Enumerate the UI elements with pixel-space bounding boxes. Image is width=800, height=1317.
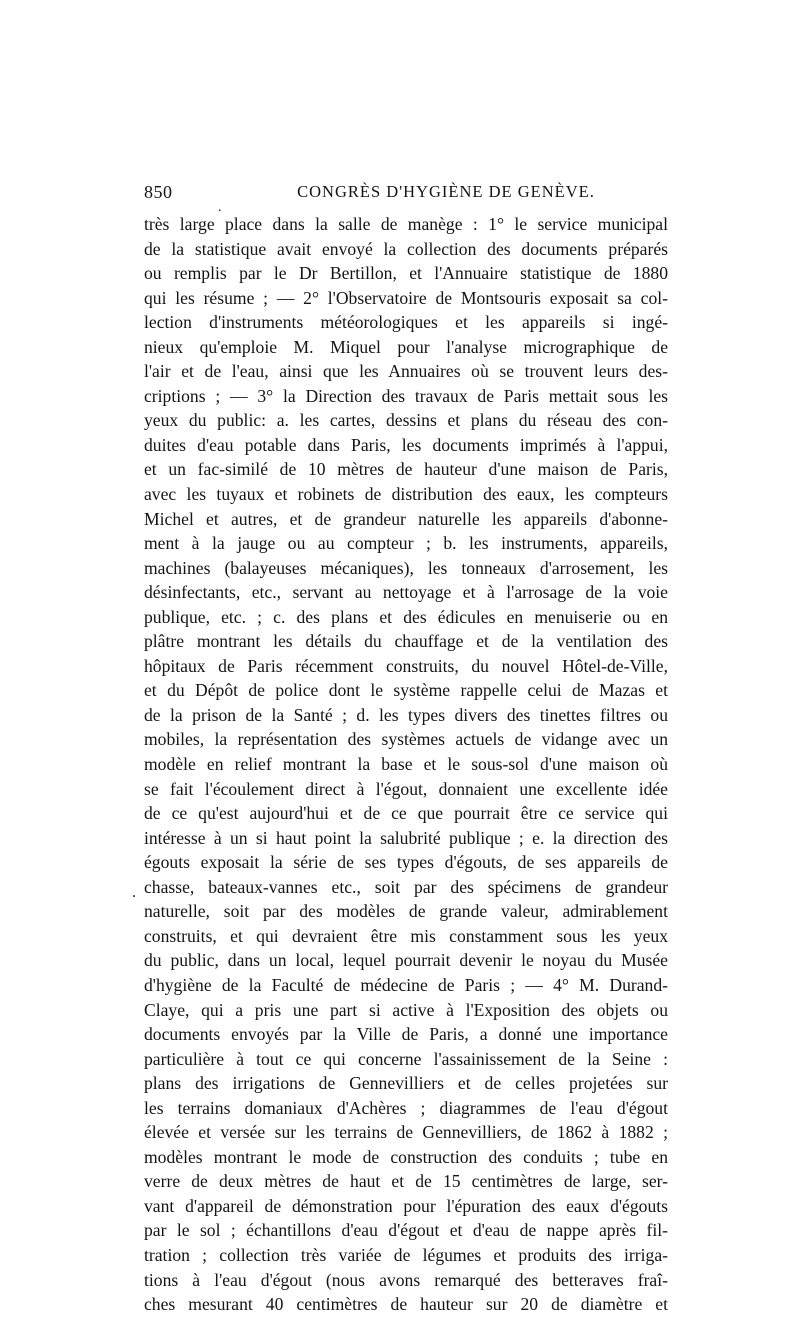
text-line: égouts exposait la série de ses types d'égouts, de ses appareils de xyxy=(144,852,668,873)
text-line: de ce qu'est aujourd'hui et de ce que pourrait être ce service qui xyxy=(144,803,668,824)
text-line: plâtre montrant les détails du chauffage et de la ventilation des xyxy=(144,631,668,652)
text-line: se fait l'écoulement direct à l'égout, donnaient une excellente idée xyxy=(144,778,668,799)
text-line: ches mesurant 40 centimètres de hauteur sur 20 de diamètre et xyxy=(144,1294,668,1315)
margin-mark: . xyxy=(132,884,136,901)
text-line: Claye, qui a pris une part si active à l'Exposition des objets ou xyxy=(144,999,668,1020)
text-line: particulière à tout ce qui concerne l'assainissement de la Seine : xyxy=(144,1048,668,1069)
text-line: duites d'eau potable dans Paris, les documents imprimés à l'appui, xyxy=(144,434,668,455)
text-line: documents envoyés par la Ville de Paris, a donné une importance xyxy=(144,1024,668,1045)
text-line: nieux qu'emploie M. Miquel pour l'analyse micrographique de xyxy=(144,336,668,357)
text-line: désinfectants, etc., servant au nettoyage et à l'arrosage de la voie xyxy=(144,582,668,603)
text-line: les terrains domaniaux d'Achères ; diagrammes de l'eau d'égout xyxy=(144,1097,668,1118)
text-line: mobiles, la représentation des systèmes actuels de vidange avec un xyxy=(144,729,668,750)
text-line: et un fac-similé de 10 mètres de hauteur d'une maison de Paris, xyxy=(144,459,668,480)
text-line: ment à la jauge ou au compteur ; b. les instruments, appareils, xyxy=(144,533,668,554)
text-line: criptions ; — 3° la Direction des travaux de Paris mettait sous les xyxy=(144,385,668,406)
text-line: tions à l'eau d'égout (nous avons remarqué des betteraves fraî- xyxy=(144,1269,668,1290)
text-line: hôpitaux de Paris récemment construits, du nouvel Hôtel-de-Ville, xyxy=(144,655,668,676)
text-line: par le sol ; échantillons d'eau d'égout et d'eau de nappe après fil- xyxy=(144,1220,668,1241)
text-line: plans des irrigations de Gennevilliers et de celles projetées sur xyxy=(144,1073,668,1094)
text-line: chasse, bateaux-vannes etc., soit par des spécimens de grandeur xyxy=(144,876,668,897)
text-line: construits, et qui devraient être mis constamment sous les yeux xyxy=(144,925,668,946)
text-line: vant d'appareil de démonstration pour l'épuration des eaux d'égouts xyxy=(144,1195,668,1216)
text-line: ou remplis par le Dr Bertillon, et l'Annuaire statistique de 1880 xyxy=(144,263,668,284)
text-line: et du Dépôt de police dont le système rappelle celui de Mazas et xyxy=(144,680,668,701)
text-line: avec les tuyaux et robinets de distribution des eaux, les compteurs xyxy=(144,484,668,505)
page-number: 850 xyxy=(144,182,173,202)
text-line: de la statistique avait envoyé la collection des documents préparés xyxy=(144,238,668,259)
text-line: l'air et de l'eau, ainsi que les Annuaires où se trouvent leurs des- xyxy=(144,361,668,382)
text-line: élevée et versée sur les terrains de Gennevilliers, de 1862 à 1882 ; xyxy=(144,1122,668,1143)
text-line: d'hygiène de la Faculté de médecine de Paris ; — 4° M. Durand- xyxy=(144,974,668,995)
text-line: de la prison de la Santé ; d. les types divers des tinettes filtres ou xyxy=(144,704,668,725)
text-line: yeux du public: a. les cartes, dessins et plans du réseau des con- xyxy=(144,410,668,431)
text-line: publique, etc. ; c. des plans et des édicules en menuiserie ou en xyxy=(144,606,668,627)
text-line: lection d'instruments météorologiques et les appareils si ingé- xyxy=(144,312,668,333)
text-line: Michel et autres, et de grandeur naturelle les appareils d'abonne- xyxy=(144,508,668,529)
text-line: machines (balayeuses mécaniques), les tonneaux d'arrosement, les xyxy=(144,557,668,578)
body-text xyxy=(144,212,668,1317)
text-line: naturelle, soit par des modèles de grande valeur, admirablement xyxy=(144,901,668,922)
text-line: tration ; collection très variée de légumes et produits des irriga- xyxy=(144,1244,668,1265)
text-line: modèles montrant le mode de construction des conduits ; tube en xyxy=(144,1146,668,1167)
text-line: verre de deux mètres de haut et de 15 centimètres de large, ser- xyxy=(144,1171,668,1192)
running-head: CONGRÈS D'HYGIÈNE DE GENÈVE. xyxy=(297,182,595,201)
text-line: modèle en relief montrant la base et le sous-sol d'une maison où xyxy=(144,754,668,775)
text-line: du public, dans un local, lequel pourrait devenir le noyau du Musée xyxy=(144,950,668,971)
text-line: intéresse à un si haut point la salubrité publique ; e. la direction des xyxy=(144,827,668,848)
page-header xyxy=(144,178,668,215)
text-line: qui les résume ; — 2° l'Observatoire de Montsouris exposait sa col- xyxy=(144,287,668,308)
header-dot: . xyxy=(218,200,222,215)
text-line: très large place dans la salle de manège : 1° le service municipal xyxy=(144,214,668,234)
